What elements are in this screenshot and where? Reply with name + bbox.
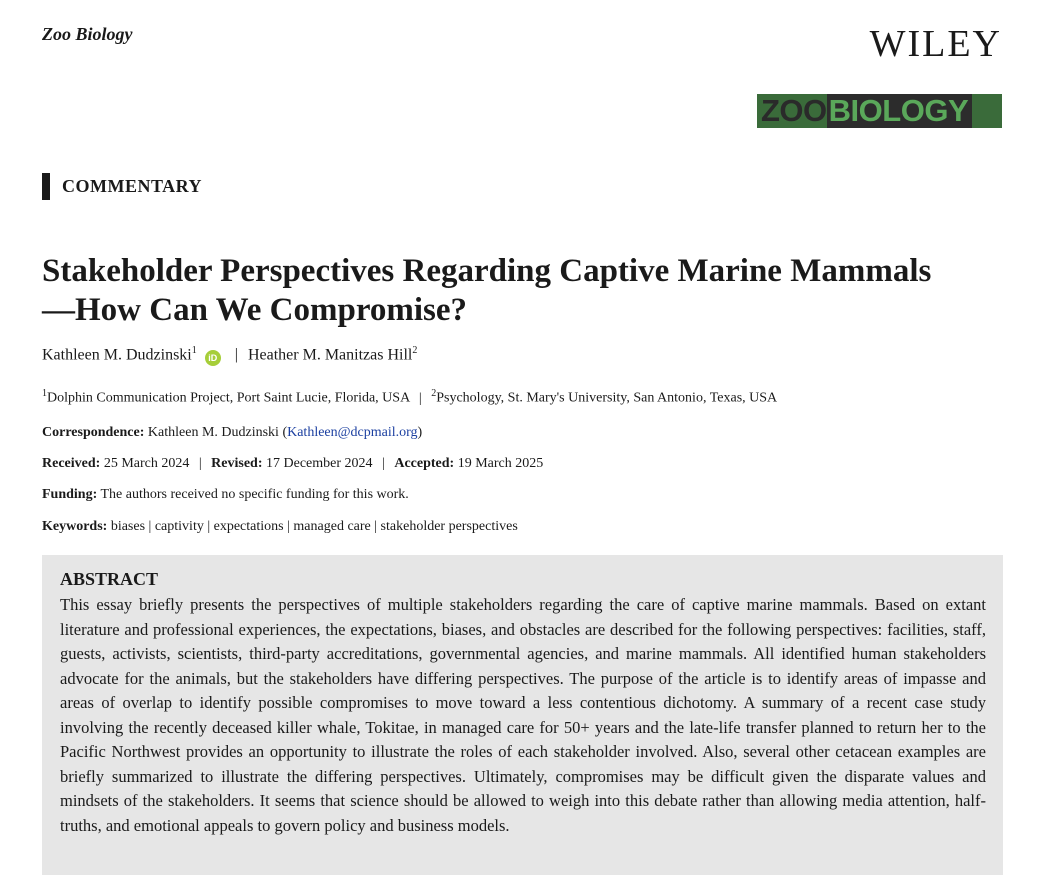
affiliation-mark: 1 [42,388,47,399]
affiliation-separator: | [418,390,422,406]
received-label: Received: [42,456,101,471]
journal-logo-part-a: ZOO [761,94,827,128]
funding [42,487,409,503]
accepted-date: 19 March 2025 [457,456,544,471]
section-label: COMMENTARY [42,173,202,200]
affiliation-mark: 2 [431,388,437,399]
publisher-logo: WILEY [869,23,1002,65]
author-list [42,345,417,366]
keywords-label: Keywords: [42,519,108,534]
date-separator: | [382,456,385,471]
affiliation-mark: 1 [191,345,197,356]
journal-logo [757,94,1002,128]
correspondence-label: Correspondence: [42,425,145,440]
revised-date: 17 December 2024 [266,456,373,471]
affiliations [42,388,777,407]
correspondence-email-link[interactable]: Kathleen@dcpmail.org [287,425,418,440]
abstract-text: This essay briefly presents the perspectives of multiple stakeholders regarding the care of captive marine mammals. Based on extant literature and professional experiences, the expectations, biases, and obstacles are described for the following perspectives: facilities, staff, guests, activists, scientists, third-party accreditations, governmental agencies, and marine mammals. All identified human stakeholders advocate for the animals, but the stakeholders have differing perspectives. The purpose of the article is to identify areas of impasse and areas of overlap to identify possible compromises to move toward a less contentious dichotomy. A summary of a recent case study involving the recently deceased killer whale, Tokitae, in managed care for 50+ years and the late-life transfer planned to return her to the Pacific Northwest provides an opportunity to illustrate the roles of each stakeholder involved. Also, several other cetacean examples are briefly summarized to illustrate the differing perspectives. Ultimately, compromises may be difficult given the disparate values and mindsets of the stakeholders. It seems that science should be allowed to weigh into this debate rather than allowing media attention, half-truths, and emotional appeals to govern policy and business models. [60,595,986,835]
article-dates [42,456,543,472]
affiliation-mark: 2 [412,345,418,356]
keywords-text: biases | captivity | expectations | managed care | stakeholder perspectives [110,519,518,534]
funding-text: The authors received no specific funding for this work. [100,487,409,502]
orcid-icon[interactable]: iD [205,350,221,366]
revised-label: Revised: [211,456,263,471]
received-date: 25 March 2024 [103,456,190,471]
author-name[interactable]: Heather M. Manitzas Hill [247,346,413,364]
keywords [42,519,518,535]
correspondence-name: Kathleen M. Dudzinski [147,425,279,440]
funding-label: Funding: [42,487,98,502]
author-name[interactable]: Kathleen M. Dudzinski [42,346,192,364]
abstract-heading: ABSTRACT [60,569,159,589]
correspondence: Correspondence: Kathleen M. Dudzinski (Kathleen@dcpmail.org) [42,425,423,440]
abstract-box [42,555,1003,875]
journal-name: Zoo Biology [42,24,133,44]
affiliation-text: Dolphin Communication Project, Port Saint Lucie, Florida, USA [47,390,410,406]
journal-logo-part-b: BIOLOGY [827,94,972,128]
author-separator: | [234,346,238,364]
date-separator: | [198,456,202,471]
affiliation-text: Psychology, St. Mary's University, San Antonio, Texas, USA [436,390,778,406]
article-title: Stakeholder Perspectives Regarding Captive Marine Mammals—How Can We Compromise? [42,253,932,328]
accepted-label: Accepted: [394,456,455,471]
